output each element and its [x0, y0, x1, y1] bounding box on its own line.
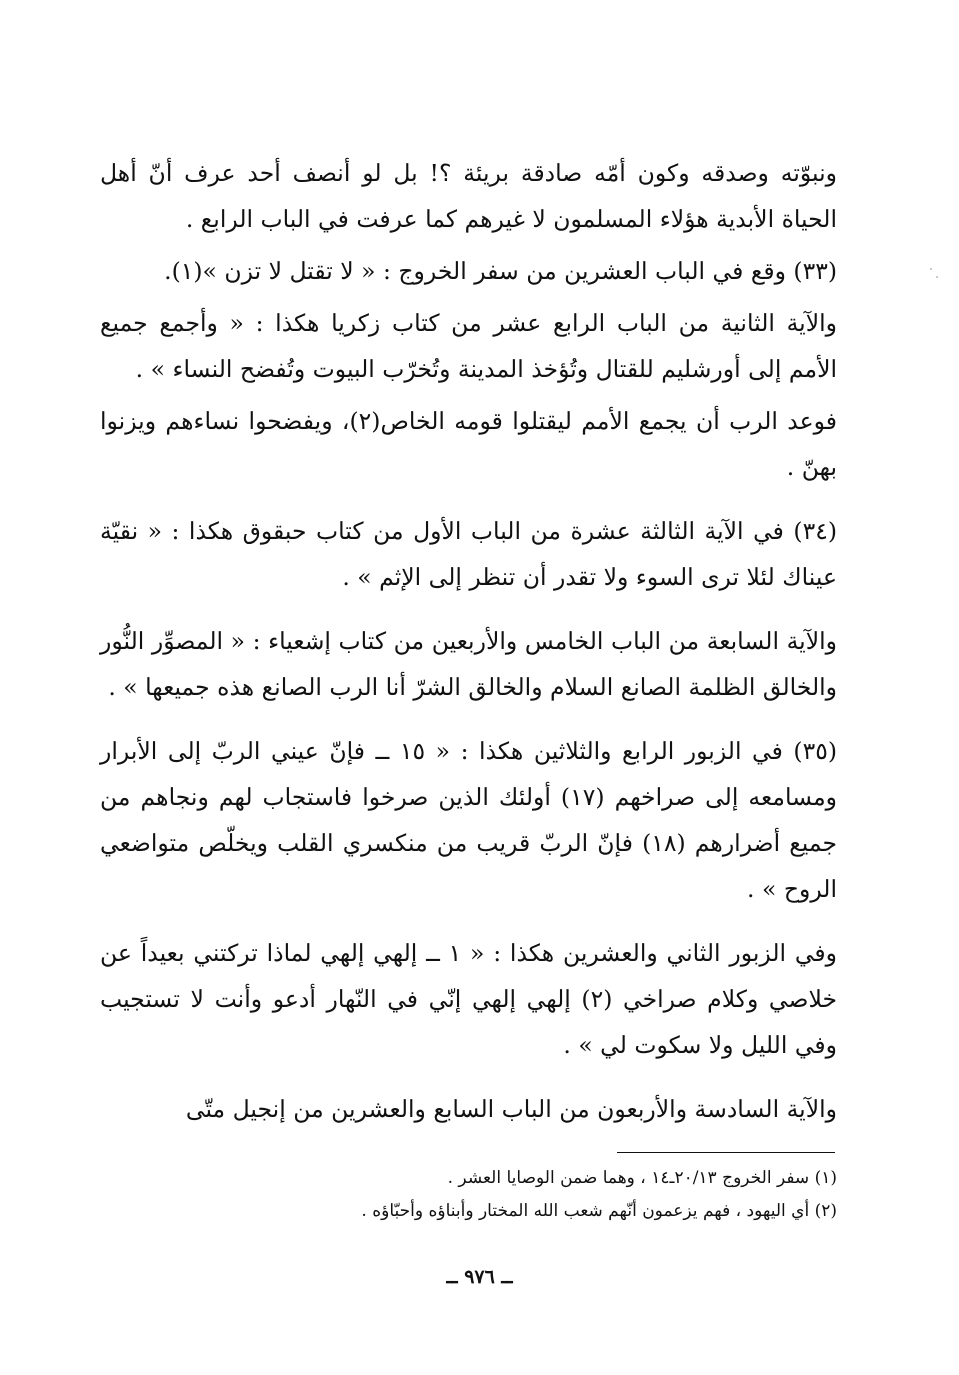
paragraph-matthew: والآية السادسة والأربعون من الباب السابع والعشرين من إنجيل متّى	[185, 1095, 837, 1123]
paragraph-isaiah: والآية السابعة من الباب الخامس والأربعين من كتاب إشعياء : « المصوِّر النُّور والخالق الظلمة الصانع السلام والخالق الشرّ أنا الرب الصانع هذه جميعها » .	[100, 627, 837, 701]
paragraph-33: (٣٣) وقع في الباب العشرين من سفر الخروج : « لا تقتل لا تزن »(١).	[164, 257, 837, 285]
scan-speck	[930, 268, 932, 270]
paragraph-35: (٣٥) في الزبور الرابع والثلاثين هكذا : « ١٥ ــ فإنّ عيني الربّ إلى الأبرار ومسامعه إلى صراخهم (١٧) أولئك الذين صرخوا فاستجاب لهم ونجاهم من جميع أضرارهم (١٨) فإنّ الربّ قريب من منكسري القلب ويخلّص متواضعي الروح » .	[100, 737, 838, 903]
paragraph-promise: فوعد الرب أن يجمع الأمم ليقتلوا قومه الخاص(٢)، ويفضحوا نساءهم ويزنوا بهنّ .	[100, 407, 837, 481]
footnotes	[100, 1162, 837, 1228]
scan-speck	[936, 276, 938, 278]
footnote-2: (٢) أي اليهود ، فهم يزعمون أنّهم شعب الله المختار وأبناؤه وأحبّاؤه .	[361, 1201, 837, 1221]
main-text	[100, 150, 837, 1132]
paragraph-psalm-22: وفي الزبور الثاني والعشرين هكذا : « ١ ــ إلهي إلهي لماذا تركتني بعيداً عن خلاصي وكلام صراخي (٢) إلهي إلهي إنّي في النّهار أدعو وأنت لا تستجيب وفي الليل ولا سكوت لي » .	[100, 939, 838, 1059]
paragraph-34: (٣٤) في الآية الثالثة عشرة من الباب الأول من كتاب حبقوق هكذا : « نقيّة عيناك لئلا ترى السوء ولا تقدر أن تنظر إلى الإثم » .	[100, 517, 837, 591]
footnote-1: (١) سفر الخروج ٢٠/١٣ـ١٤ ، وهما ضمن الوصايا العشر .	[447, 1168, 837, 1188]
paragraph-zechariah: والآية الثانية من الباب الرابع عشر من كتاب زكريا هكذا : « وأجمع جميع الأمم إلى أورشليم للقتال وتُؤخذ المدينة وتُخرّب البيوت وتُفضح النساء » .	[100, 309, 837, 383]
page-number: ــ ٩٧٦ ــ	[446, 1266, 513, 1288]
footnote-divider	[617, 1152, 835, 1153]
paragraph-continuation: ونبوّته وصدقه وكون أمّه صادقة بريئة ؟! بل لو أنصف أحد عرف أنّ أهل الحياة الأبدية هؤلاء المسلمون لا غيرهم كما عرفت في الباب الرابع .	[100, 159, 837, 233]
